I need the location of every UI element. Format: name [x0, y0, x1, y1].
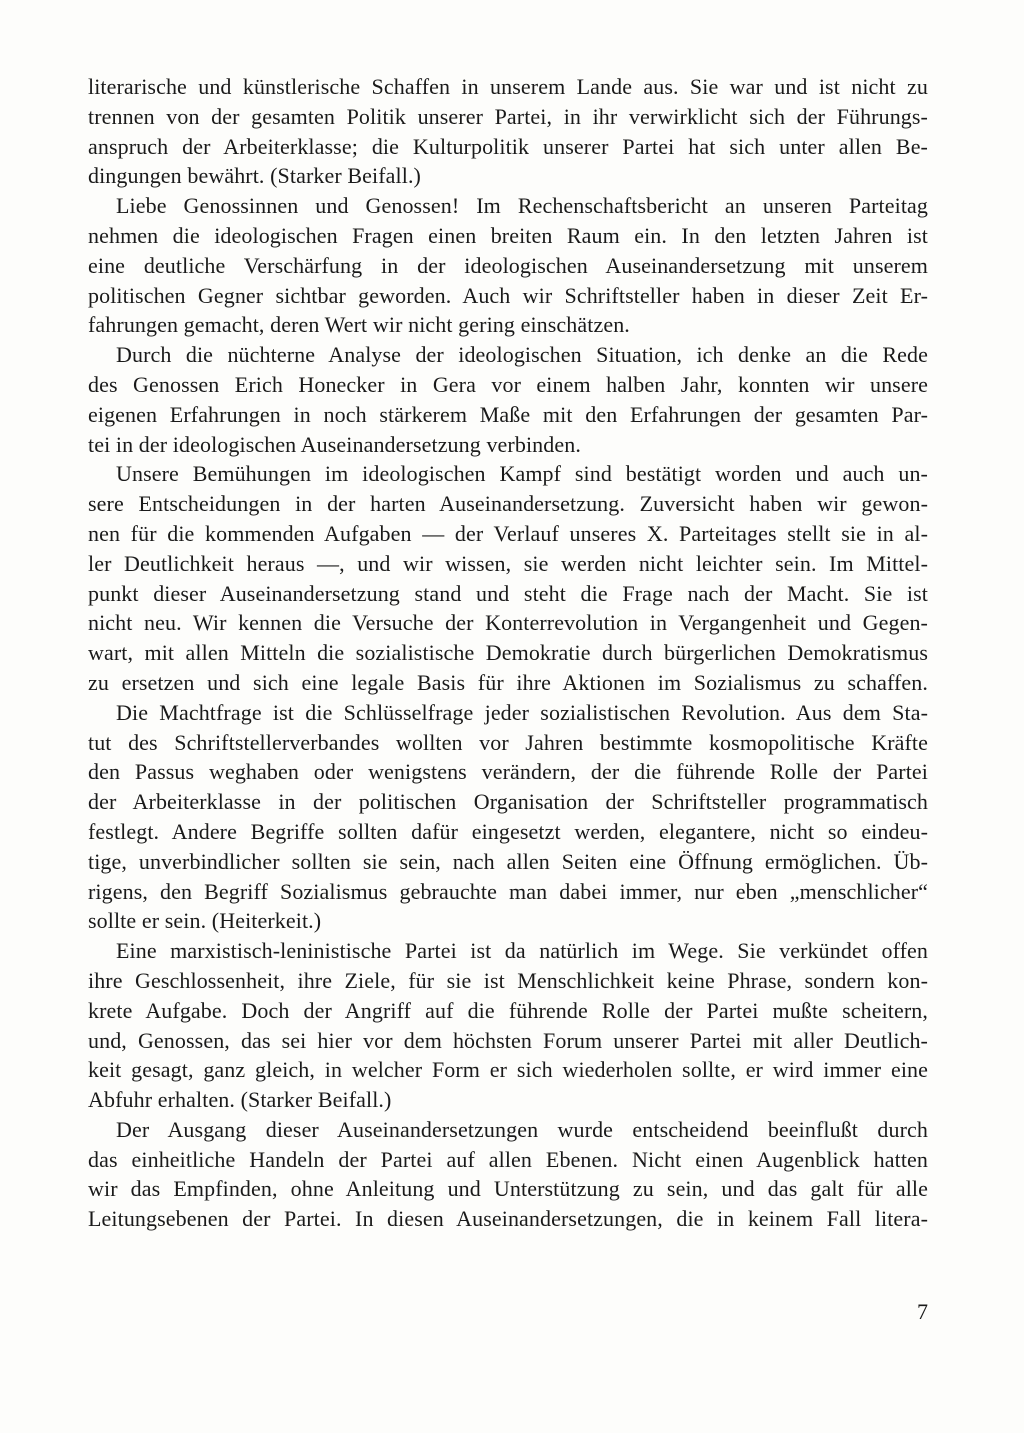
text-line-19: nicht neu. Wir kennen die Versuche der Konterrevolution in Vergangenheit und Gegen- — [88, 610, 928, 636]
text-line-10: Durch die nüchterne Analyse der ideologischen Situation, ich denke an die Rede — [116, 342, 928, 368]
text-line-5: Liebe Genossinnen und Genossen! Im Rechenschaftsbericht an unseren Parteitag — [116, 193, 928, 219]
text-line-36: Der Ausgang dieser Auseinandersetzungen wurde entscheidend beeinflußt durch — [116, 1116, 928, 1142]
text-line-11: des Genossen Erich Honecker in Gera vor einem halben Jahr, konnten wir unsere — [88, 371, 928, 397]
text-line-32: krete Aufgabe. Doch der Angriff auf die führende Rolle der Partei mußte scheitern, — [88, 997, 928, 1023]
text-line-13: tei in der ideologischen Auseinandersetzung verbinden. — [88, 431, 581, 457]
text-line-29: sollte er sein. (Heiterkeit.) — [88, 908, 322, 934]
text-line-21: zu ersetzen und sich eine legale Basis für ihre Aktionen im Sozialismus zu schaffen. — [88, 669, 928, 695]
text-line-9: fahrungen gemacht, deren Wert wir nicht gering einschätzen. — [88, 312, 630, 338]
text-line-3: anspruch der Arbeiterklasse; die Kulturpolitik unserer Partei hat sich unter allen Be- — [88, 133, 928, 159]
text-line-14: Unsere Bemühungen im ideologischen Kampf sind bestätigt worden und auch un- — [116, 461, 928, 487]
page-number: 7 — [917, 1299, 928, 1324]
text-line-4: dingungen bewährt. (Starker Beifall.) — [88, 163, 421, 189]
text-line-26: festlegt. Andere Begriffe sollten dafür eingesetzt werden, elegantere, nicht so eindeu- — [88, 818, 928, 844]
text-line-25: der Arbeiterklasse in der politischen Organisation der Schriftsteller programmatisch — [88, 789, 928, 815]
text-line-27: tige, unverbindlicher sollten sie sein, nach allen Seiten eine Öffnung ermöglichen. Üb- — [88, 848, 928, 874]
text-line-17: ler Deutlichkeit heraus —, und wir wissen, sie werden nicht leichter sein. Im Mittel- — [88, 550, 928, 576]
text-line-2: trennen von der gesamten Politik unserer Partei, in ihr verwirklicht sich der Führungs- — [88, 103, 928, 129]
text-line-39: Leitungsebenen der Partei. In diesen Auseinandersetzungen, die in keinem Fall litera- — [88, 1206, 928, 1232]
text-line-12: eigenen Erfahrungen in noch stärkerem Maße mit den Erfahrungen der gesamten Par- — [88, 401, 928, 427]
text-line-15: sere Entscheidungen in der harten Auseinandersetzung. Zuversicht haben wir gewon- — [88, 491, 928, 517]
text-line-8: politischen Gegner sichtbar geworden. Auch wir Schriftsteller haben in dieser Zeit Er- — [88, 282, 928, 308]
text-line-37: das einheitliche Handeln der Partei auf allen Ebenen. Nicht einen Augenblick hatten — [88, 1146, 928, 1172]
text-line-28: rigens, den Begriff Sozialismus gebrauchte man dabei immer, nur eben „menschlicher“ — [88, 878, 928, 904]
text-line-33: und, Genossen, das sei hier vor dem höchsten Forum unserer Partei mit aller Deutlich- — [88, 1027, 928, 1053]
text-line-18: punkt dieser Auseinandersetzung stand und steht die Frage nach der Macht. Sie ist — [88, 580, 928, 606]
text-line-1: literarische und künstlerische Schaffen in unserem Lande aus. Sie war und ist nicht zu — [88, 74, 928, 99]
text-line-24: den Passus weghaben oder wenigstens verändern, der die führende Rolle der Partei — [88, 759, 928, 785]
text-line-16: nen für die kommenden Aufgaben — der Verlauf unseres X. Parteitages stellt sie in al- — [88, 520, 928, 546]
text-line-31: ihre Geschlossenheit, ihre Ziele, für sie ist Menschlichkeit keine Phrase, sondern kon- — [88, 967, 928, 993]
text-line-22: Die Machtfrage ist die Schlüsselfrage jeder sozialistischen Revolution. Aus dem Sta- — [116, 699, 928, 725]
text-line-20: wart, mit allen Mitteln die sozialistische Demokratie durch bürgerlichen Demokratismus — [88, 640, 928, 666]
text-line-34: keit gesagt, ganz gleich, in welcher Form er sich wiederholen sollte, er wird immer eine — [88, 1057, 928, 1083]
text-line-6: nehmen die ideologischen Fragen einen breiten Raum ein. In den letzten Jahren ist — [88, 222, 928, 248]
text-line-38: wir das Empfinden, ohne Anleitung und Unterstützung zu sein, und das galt für alle — [88, 1176, 928, 1202]
text-line-30: Eine marxistisch-leninistische Partei ist da natürlich im Wege. Sie verkündet offen — [116, 938, 928, 964]
text-line-23: tut des Schriftstellerverbandes wollten vor Jahren bestimmte kosmopolitische Kräfte — [88, 729, 928, 755]
text-line-35: Abfuhr erhalten. (Starker Beifall.) — [88, 1087, 392, 1113]
text-line-7: eine deutliche Verschärfung in der ideologischen Auseinandersetzung mit unserem — [88, 252, 928, 278]
body-text — [88, 72, 928, 1234]
